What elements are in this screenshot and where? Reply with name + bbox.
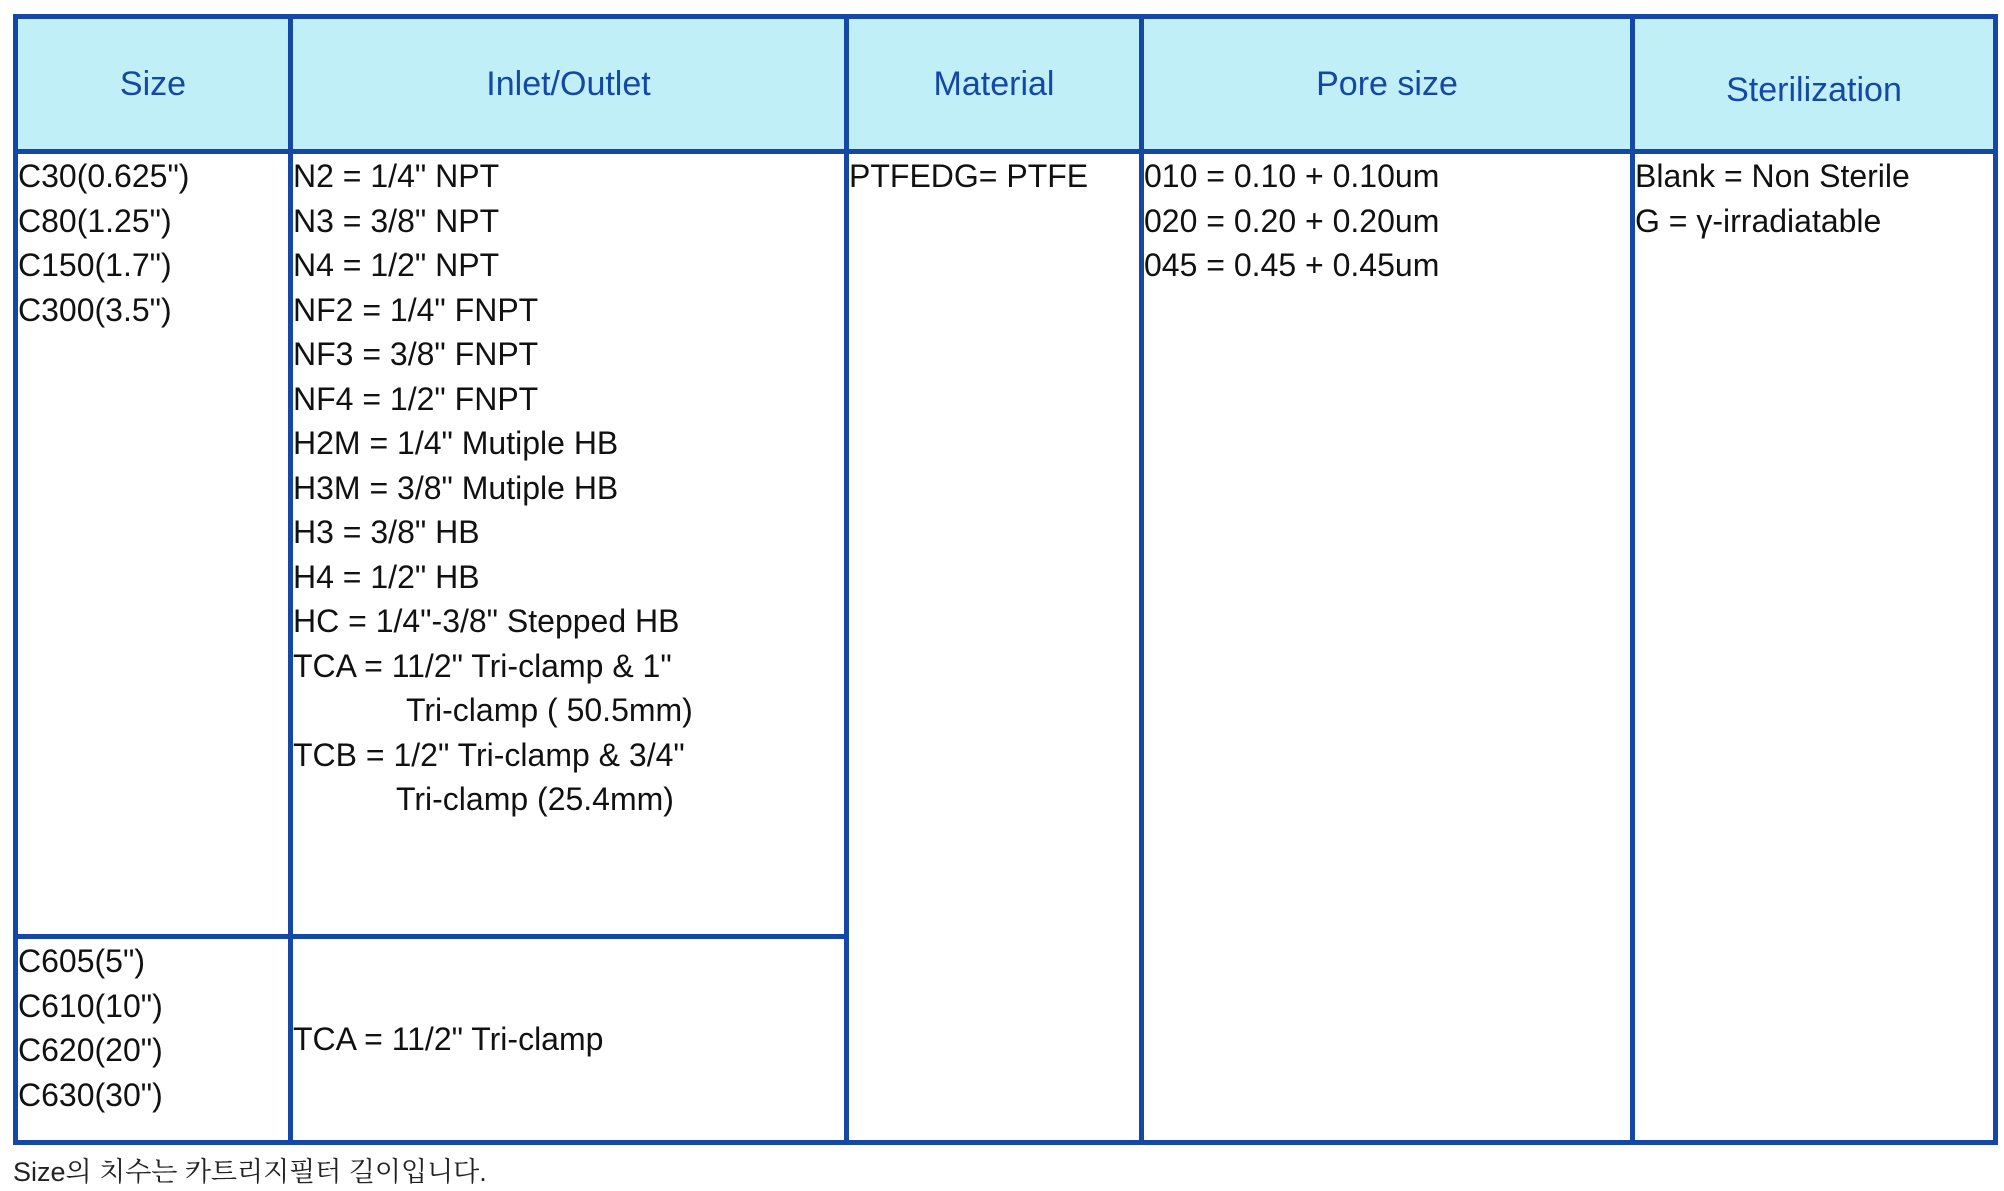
- header-inlet-outlet: Inlet/Outlet: [291, 17, 847, 152]
- size-cell-group-1: [16, 152, 291, 937]
- size-item: C300(3.5"): [18, 291, 172, 328]
- size-item: C610(10"): [18, 987, 163, 1024]
- sterilization-item: Blank = Non Sterile: [1635, 158, 1910, 194]
- size-item: C605(5"): [18, 943, 145, 979]
- inlet-item: N3 = 3/8" NPT: [293, 202, 500, 239]
- size-item: C150(1.7"): [18, 247, 172, 283]
- header-pore-size: Pore size: [1142, 17, 1633, 152]
- size-cell-group-2: [16, 937, 291, 1143]
- inlet-item: H2M = 1/4" Mutiple HB: [293, 425, 619, 461]
- size-item: C630(30"): [18, 1076, 163, 1113]
- material-cell: [847, 152, 1142, 1143]
- table-row: [16, 152, 1996, 937]
- inlet-item: NF3 = 3/8" FNPT: [293, 336, 539, 372]
- inlet-item: N2 = 1/4" NPT: [293, 158, 500, 194]
- size-item: C620(20"): [18, 1032, 163, 1068]
- inlet-item: TCA = 11/2" Tri-clamp: [293, 1021, 604, 1058]
- size-item: C80(1.25"): [18, 202, 172, 239]
- header-material: Material: [847, 17, 1142, 152]
- inlet-cell-group-2: [291, 937, 847, 1143]
- header-size: Size: [16, 17, 291, 152]
- inlet-item-continuation: Tri-clamp ( 50.5mm): [406, 692, 693, 728]
- spec-table: [13, 14, 1998, 1145]
- pore-size-item: 045 = 0.45 + 0.45um: [1144, 247, 1440, 283]
- inlet-item: NF2 = 1/4" FNPT: [293, 291, 539, 328]
- inlet-item: TCB = 1/2" Tri-clamp & 3/4": [293, 736, 685, 773]
- header-sterilization: Sterilization: [1633, 17, 1996, 152]
- inlet-item: TCA = 11/2" Tri-clamp & 1": [293, 647, 672, 684]
- footnote: Size의 치수는 카트리지필터 길이입니다.: [13, 1157, 487, 1187]
- inlet-item: H3M = 3/8" Mutiple HB: [293, 469, 619, 506]
- inlet-cell-group-1: [291, 152, 847, 937]
- pore-size-cell: [1142, 152, 1633, 1143]
- inlet-item: HC = 1/4"-3/8" Stepped HB: [293, 603, 680, 639]
- pore-size-item: 020 = 0.20 + 0.20um: [1144, 202, 1440, 239]
- pore-size-item: 010 = 0.10 + 0.10um: [1144, 158, 1440, 194]
- inlet-item: N4 = 1/2" NPT: [293, 247, 500, 283]
- sterilization-cell: [1633, 152, 1996, 1143]
- inlet-item-continuation: Tri-clamp (25.4mm): [396, 781, 674, 817]
- size-item: C30(0.625"): [18, 158, 190, 194]
- sterilization-item: G = γ-irradiatable: [1635, 202, 1882, 239]
- inlet-item: NF4 = 1/2" FNPT: [293, 380, 539, 417]
- inlet-item: H4 = 1/2" HB: [293, 558, 480, 595]
- header-row: [16, 17, 1996, 152]
- inlet-item: H3 = 3/8" HB: [293, 514, 480, 550]
- material-value: PTFEDG= PTFE: [849, 158, 1089, 194]
